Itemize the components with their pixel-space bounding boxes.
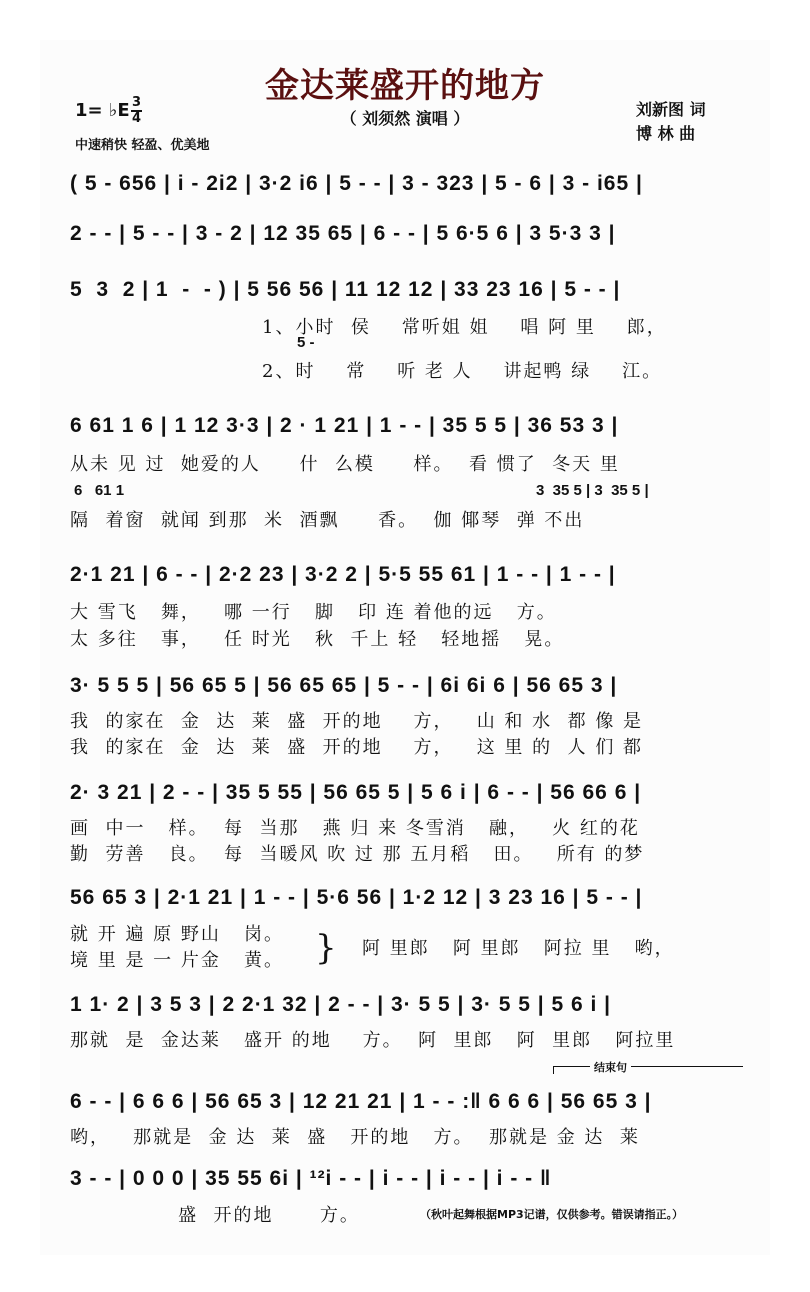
key-signature: 1= ♭E bbox=[75, 100, 130, 121]
notation-row-8: 56 65 3 | 2·1 21 | 1 - - | 5·6 56 | 1·2 12 | 3 23 16 | 5 - - | bbox=[70, 886, 643, 909]
lyric-row-3-verse-1: 1、小时 侯 常听姐 姐 唱 阿 里 郎， bbox=[262, 317, 667, 338]
refrain-lyric-row-8: 阿 里郎 阿 里郎 阿拉 里 哟， bbox=[362, 938, 675, 959]
alt-notation-row-3: 5 - bbox=[297, 334, 315, 351]
composer-credit: 博 林 曲 bbox=[636, 124, 696, 143]
lyric-row-7-verse-1: 画 中一 样。 每 当那 燕 归 来 冬雪消 融， 火 红的花 bbox=[70, 818, 640, 839]
lyric-row-6-verse-2: 我 的家在 金 达 莱 盛 开的地 方， 这 里 的 人 们 都 bbox=[70, 737, 644, 758]
tempo-marking: 中速稍快 轻盈、优美地 bbox=[75, 138, 210, 153]
lyric-row-8-verse-2: 境 里 是 一 片金 黄。 bbox=[70, 950, 285, 971]
time-numerator: 3 bbox=[132, 95, 142, 110]
notation-row-3: 5 3 2 | 1 - - ) | 5 56 56 | 11 12 12 | 33 23 16 | 5 - - | bbox=[70, 278, 621, 301]
notation-row-5: 2·1 21 | 6 - - | 2·2 23 | 3·2 2 | 5·5 55 61 | 1 - - | 1 - - | bbox=[70, 563, 616, 586]
lyricist-credit: 刘新图 词 bbox=[636, 100, 706, 119]
alt-notation-row-4-left: 6 61 1 bbox=[74, 482, 125, 499]
credits bbox=[636, 98, 706, 146]
notation-row-2: 2 - - | 5 - - | 3 - 2 | 12 35 65 | 6 - - | 5 6·5 6 | 3 5·3 3 | bbox=[70, 222, 616, 245]
lyric-row-3-verse-2: 2、时 常 听 老 人 讲起鸭 绿 江。 bbox=[262, 361, 663, 382]
lyric-row-6-verse-1: 我 的家在 金 达 莱 盛 开的地 方， 山 和 水 都 像 是 bbox=[70, 711, 644, 732]
lyric-row-7-verse-2: 勤 劳善 良。 每 当暖风 吹 过 那 五月稻 田。 所有 的梦 bbox=[70, 844, 645, 865]
lyric-row-8-verse-1: 就 开 遍 原 野山 岗。 bbox=[70, 924, 285, 945]
alt-notation-row-4-right: 3 35 5 | 3 35 5 | bbox=[536, 482, 649, 499]
notation-row-10: 6 - - | 6 6 6 | 56 65 3 | 12 21 21 | 1 - - :‖ 6 6 6 | 56 65 3 | bbox=[70, 1090, 652, 1113]
lyric-row-10: 哟， 那就是 金 达 莱 盛 开的地 方。 那就是 金 达 莱 bbox=[70, 1127, 640, 1148]
notation-row-6: 3· 5 5 5 | 56 65 5 | 56 65 65 | 5 - - | 6i 6i 6 | 56 65 3 | bbox=[70, 674, 618, 697]
notation-row-1: ( 5 - 656 | i - 2i2 | 3·2 i6 | 5 - - | 3 - 323 | 5 - 6 | 3 - i65 | bbox=[70, 172, 643, 195]
lyric-row-4-verse-1: 从未 见 过 她爱的人 什 么模 样。 看 惯了 冬天 里 bbox=[70, 454, 620, 475]
notation-row-11: 3 - - | 0 0 0 | 35 55 6i | ¹²i - - | i - - | i - - | i - - ‖ bbox=[70, 1167, 552, 1190]
ending-bracket bbox=[553, 1066, 743, 1067]
notation-row-4: 6 61 1 6 | 1 12 3·3 | 2 · 1 21 | 1 - - | 35 5 5 | 36 53 3 | bbox=[70, 414, 619, 437]
verse-brace: } bbox=[315, 928, 337, 968]
ending-label: 结束句 bbox=[590, 1059, 631, 1075]
lyric-row-4-verse-2: 隔 着窗 就闻 到那 米 酒飘 香。 伽 倻琴 弹 不出 bbox=[70, 510, 585, 531]
notation-row-9: 1 1· 2 | 3 5 3 | 2 2·1 32 | 2 - - | 3· 5 5 | 3· 5 5 | 5 6 i | bbox=[70, 993, 612, 1016]
notation-row-7: 2· 3 21 | 2 - - | 35 5 55 | 56 65 5 | 5 6 i | 6 - - | 56 66 6 | bbox=[70, 781, 642, 804]
song-title: 金达莱盛开的地方 bbox=[265, 66, 545, 106]
time-denominator: 4 bbox=[132, 111, 142, 126]
lyric-row-11: 盛 开的地 方。 bbox=[70, 1205, 360, 1226]
singer-credit: （ 刘须然 演唱 ） bbox=[340, 109, 470, 128]
time-signature bbox=[131, 96, 142, 126]
lyric-row-5-verse-1: 大 雪飞 舞， 哪 一行 脚 印 连 着他的远 方。 bbox=[70, 602, 557, 623]
lyric-row-5-verse-2: 太 多往 事， 任 时光 秋 千上 轻 轻地摇 晃。 bbox=[70, 629, 565, 650]
ending-bracket-tick bbox=[553, 1066, 554, 1074]
transcriber-footnote: （秋叶起舞根据MP3记谱，仅供参考。错误请指正。） bbox=[420, 1208, 684, 1221]
lyric-row-9: 那就 是 金达莱 盛开 的地 方。 阿 里郎 阿 里郎 阿拉里 bbox=[70, 1030, 676, 1051]
